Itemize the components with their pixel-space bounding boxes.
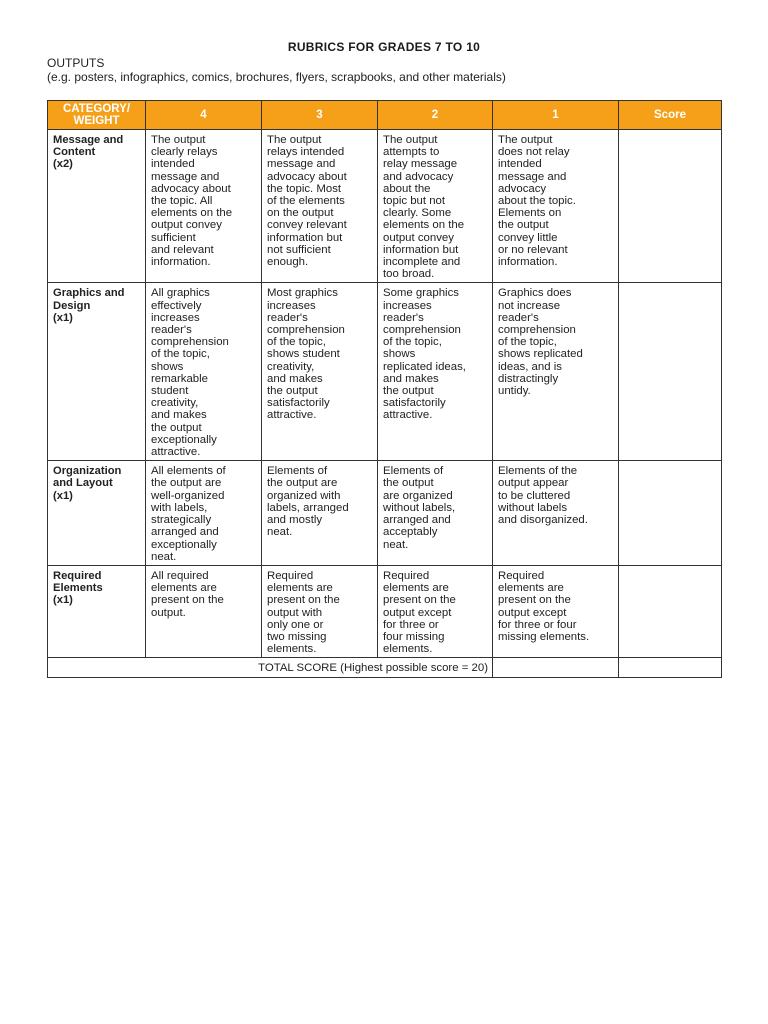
section-subtitle: OUTPUTS — [47, 56, 105, 70]
level-1-cell: Graphics does not increase reader's comprehension of the topic, shows replicated ideas, and is distractingly untidy. — [493, 283, 619, 461]
level-4-cell: All required elements are present on the output. — [146, 565, 262, 657]
category-cell: Organization and Layout (x1) — [48, 461, 146, 566]
section-description: (e.g. posters, infographics, comics, brochures, flyers, scrapbooks, and other materials) — [47, 70, 506, 84]
score-cell[interactable] — [619, 130, 722, 283]
table-row — [48, 130, 722, 283]
level-2-cell: The output attempts to relay message and advocacy about the topic but not clearly. Some elements on the output convey information but incomplete and too broad. — [378, 130, 493, 283]
table-row — [48, 565, 722, 657]
level-2-cell: Elements of the output are organized without labels, arranged and acceptably neat. — [378, 461, 493, 566]
score-cell[interactable] — [619, 283, 722, 461]
category-cell: Graphics and Design (x1) — [48, 283, 146, 461]
header-level-4: 4 — [146, 101, 262, 130]
level-3-cell: Most graphics increases reader's comprehension of the topic, shows student creativity, and makes the output satisfactorily attractive. — [262, 283, 378, 461]
rubric-table — [47, 100, 722, 678]
intro-block — [47, 56, 506, 84]
header-category: CATEGORY/ WEIGHT — [48, 101, 146, 130]
score-cell[interactable] — [619, 565, 722, 657]
header-row — [48, 101, 722, 130]
category-cell: Required Elements (x1) — [48, 565, 146, 657]
table-row — [48, 461, 722, 566]
score-cell[interactable] — [619, 461, 722, 566]
table-row — [48, 283, 722, 461]
header-level-3: 3 — [262, 101, 378, 130]
level-3-cell: The output relays intended message and advocacy about the topic. Most of the elements on the output convey relevant information but not sufficient enough. — [262, 130, 378, 283]
level-1-cell: Elements of the output appear to be cluttered without labels and disorganized. — [493, 461, 619, 566]
page-title: RUBRICS FOR GRADES 7 TO 10 — [287, 40, 481, 54]
level-3-cell: Required elements are present on the output with only one or two missing elements. — [262, 565, 378, 657]
total-score-value[interactable] — [493, 658, 619, 677]
level-1-cell: Required elements are present on the output except for three or four missing elements. — [493, 565, 619, 657]
level-3-cell: Elements of the output are organized with labels, arranged and mostly neat. — [262, 461, 378, 566]
total-row — [48, 658, 722, 677]
header-level-1: 1 — [493, 101, 619, 130]
header-level-2: 2 — [378, 101, 493, 130]
total-score-cell[interactable] — [619, 658, 722, 677]
level-2-cell: Required elements are present on the output except for three or four missing elements. — [378, 565, 493, 657]
level-4-cell: All graphics effectively increases reader's comprehension of the topic, shows remarkable student creativity, and makes the output exceptionally attractive. — [146, 283, 262, 461]
header-score: Score — [619, 101, 722, 130]
category-cell: Message and Content (x2) — [48, 130, 146, 283]
level-1-cell: The output does not relay intended message and advocacy about the topic. Elements on the output convey little or no relevant information. — [493, 130, 619, 283]
total-score-label: TOTAL SCORE (Highest possible score = 20) — [48, 658, 493, 677]
level-4-cell: The output clearly relays intended message and advocacy about the topic. All elements on the output convey sufficient and relevant information. — [146, 130, 262, 283]
level-2-cell: Some graphics increases reader's comprehension of the topic, shows replicated ideas, and makes the output satisfactorily attractive. — [378, 283, 493, 461]
level-4-cell: All elements of the output are well-organized with labels, strategically arranged and exceptionally neat. — [146, 461, 262, 566]
